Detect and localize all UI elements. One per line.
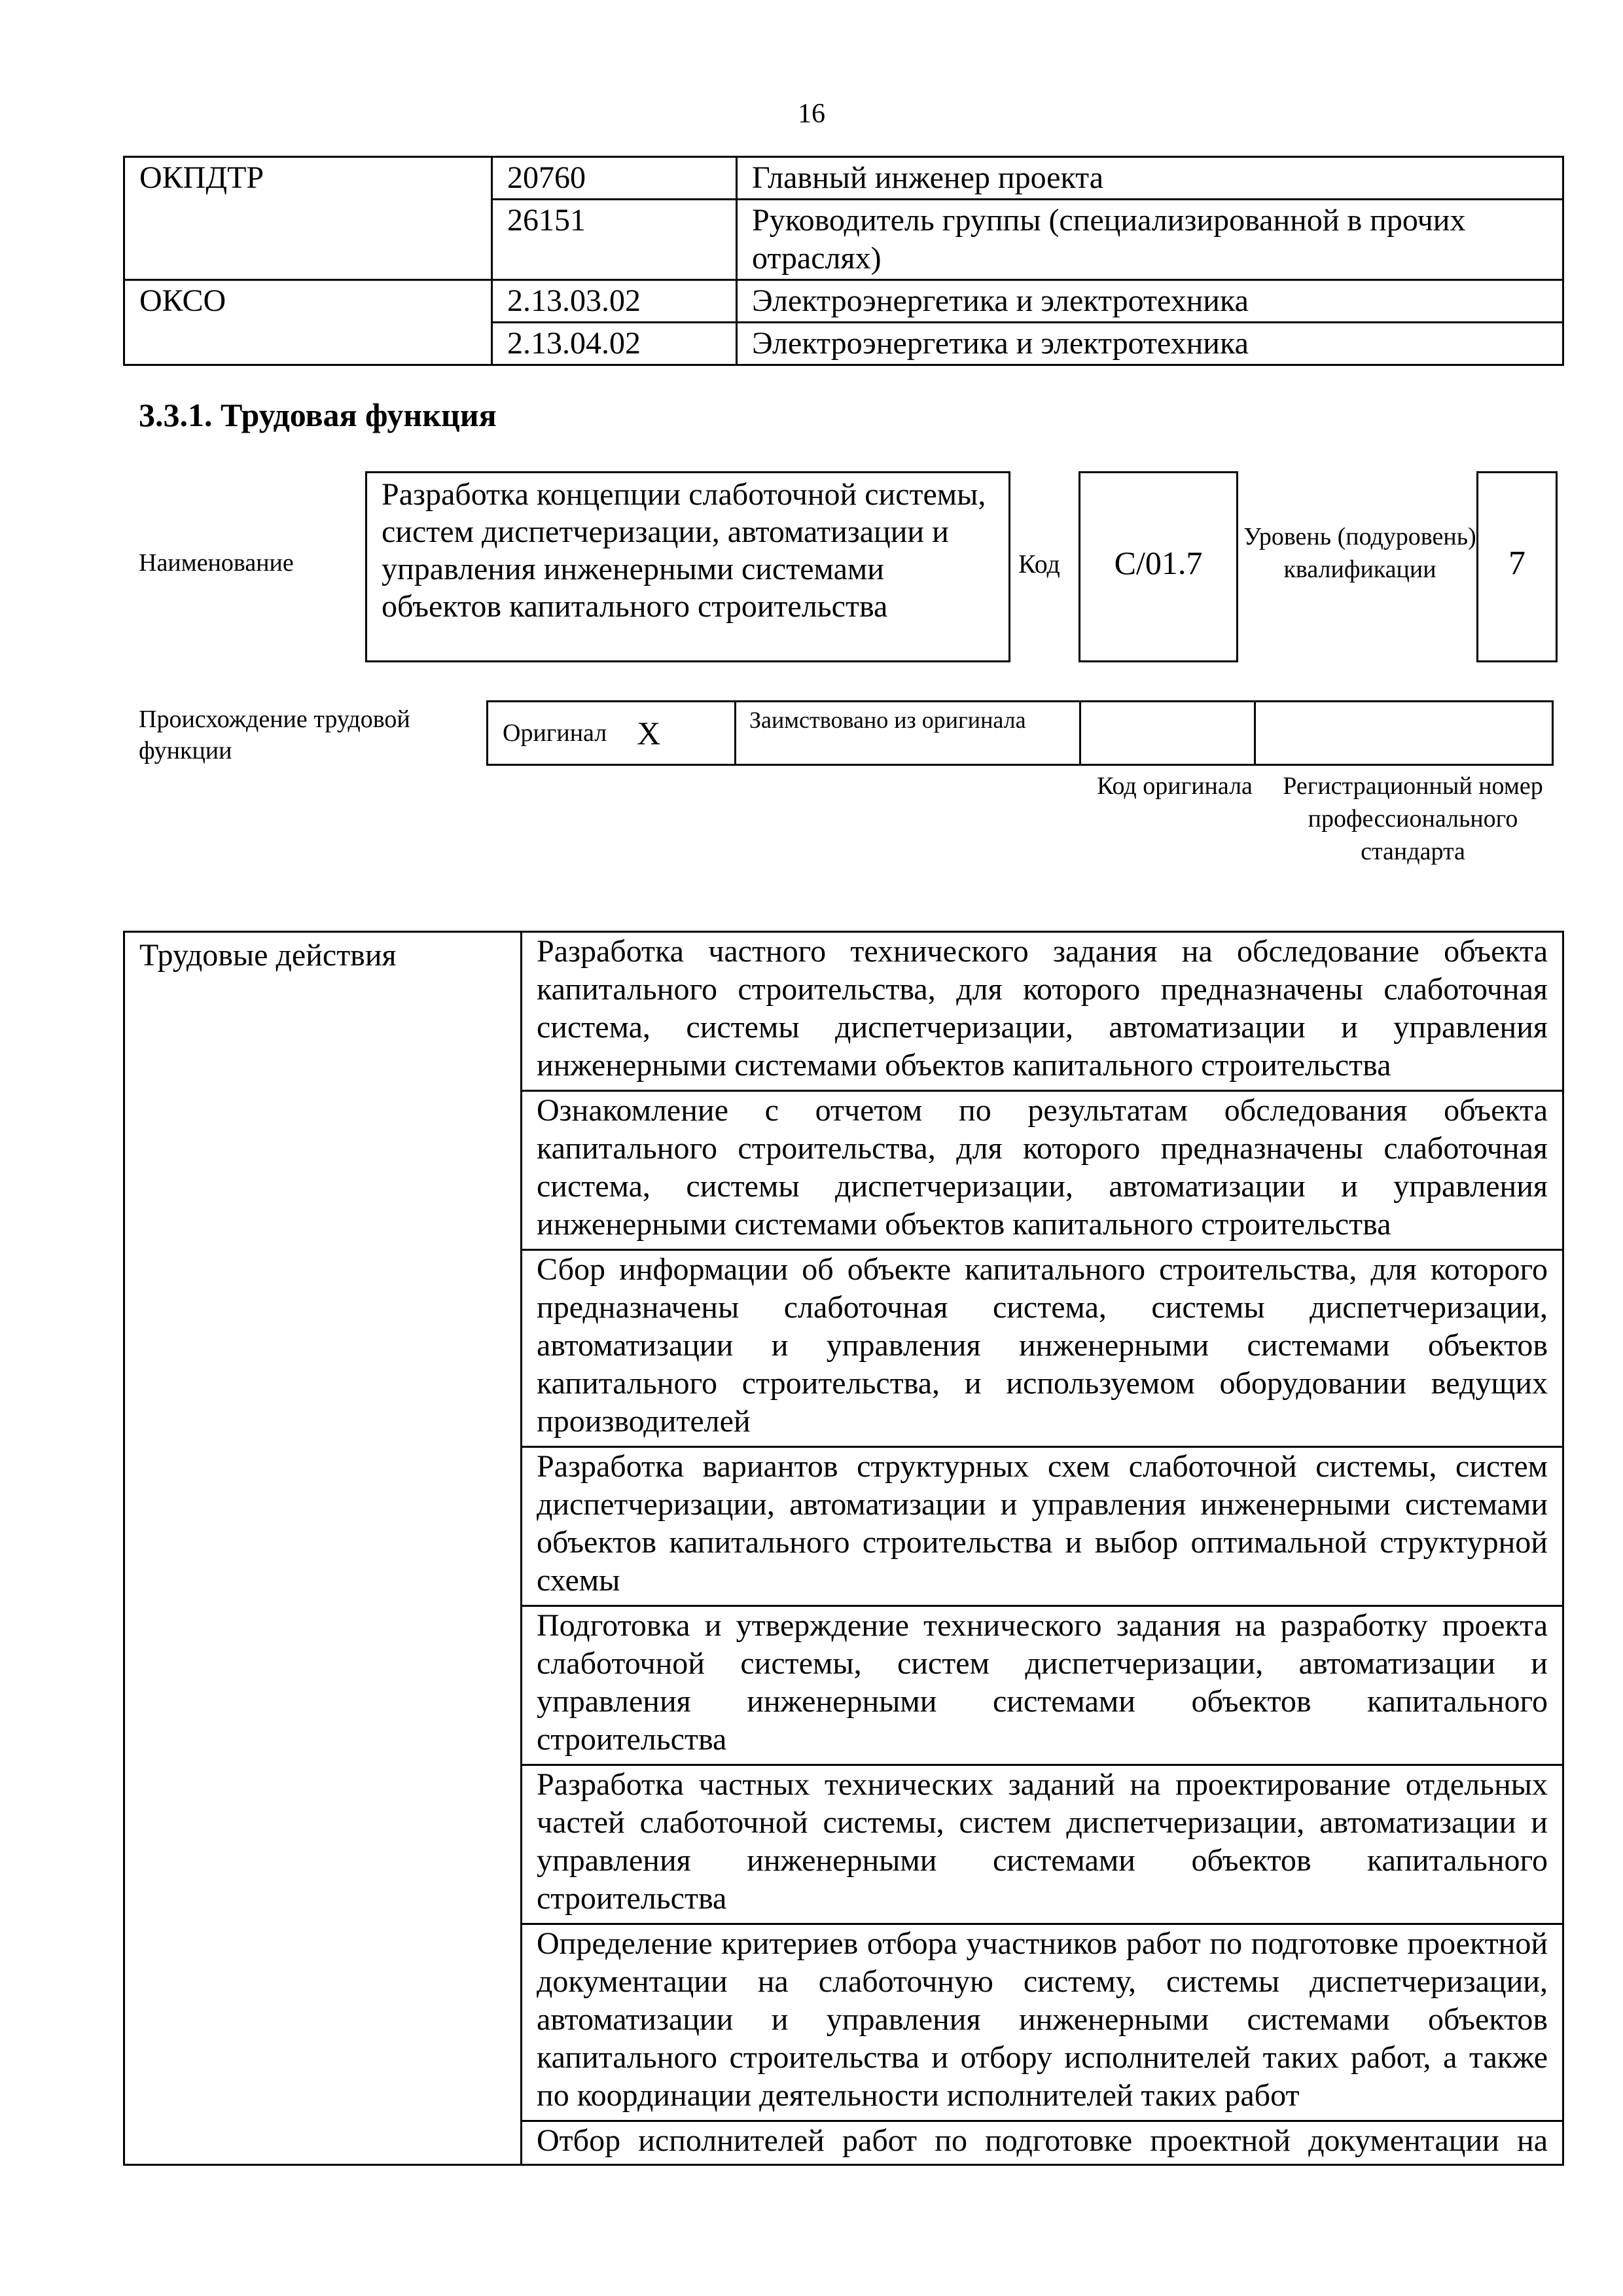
section-title: 3.3.1. Трудовая функция [139, 397, 497, 433]
classifier-code: 20760 [492, 157, 737, 200]
origin-label: Происхождение трудовой функции [139, 706, 410, 764]
original-mark: X [637, 715, 661, 751]
original-code-cell [1079, 700, 1256, 766]
classifier-name: Руководитель группы (специализированной в прочих отраслях) [737, 200, 1563, 280]
classification-table [123, 156, 1564, 366]
labor-action: Определение критериев отбора участников работ по подготовке проектной документации на слаботочную систему, системы диспетчеризации, автоматизации и управления инженерными системами объектов капитального строительства и отбору исполнителей таких работ, а также по координации деятельности исполнителей таких работ [522, 1924, 1563, 2121]
labor-action: Подготовка и утверждение технического задания на разработку проекта слаботочной системы, систем диспетчеризации, автоматизации и управления инженерными системами объектов капитального строительства [522, 1606, 1563, 1765]
classifier-code: 2.13.04.02 [492, 323, 737, 365]
classifier-name: Электроэнергетика и электротехника [737, 323, 1563, 365]
original-code-caption: Код оригинала [1097, 772, 1253, 800]
function-name: Разработка концепции слаботочной системы, систем диспетчеризации, автоматизации и управления инженерными системами объектов капитального строительства [365, 471, 1010, 662]
qualification-level-label: Уровень (подуровень) квалификации [1243, 523, 1476, 583]
labor-action: Разработка вариантов структурных схем слаботочной системы, систем диспетчеризации, автоматизации и управления инженерными системами объектов капитального строительства и выбор оптимальной структурной схемы [522, 1447, 1563, 1606]
qualification-level: 7 [1476, 471, 1558, 662]
classifier-label: ОКПДТР [124, 157, 492, 280]
registration-number-cell [1254, 700, 1554, 766]
labor-action: Ознакомление с отчетом по результатам обследования объекта капитального строительства, для которого предназначены слаботочная система, системы диспетчеризации, автоматизации и управления инженерными системами объектов капитального строительства [522, 1091, 1563, 1250]
registration-number-caption: Регистрационный номер профессионального стандарта [1283, 772, 1543, 865]
labor-actions-table [123, 931, 1564, 2166]
table-row [124, 157, 1563, 200]
table-row [124, 932, 1563, 1091]
table-row [124, 280, 1563, 323]
classifier-label: ОКСО [124, 280, 492, 365]
function-name-label: Наименование [139, 549, 294, 577]
function-code-label: Код [1018, 549, 1060, 579]
borrowed-label: Заимствовано из оригинала [734, 700, 1081, 766]
labor-action: Отбор исполнителей работ по подготовке проектной документации на [522, 2121, 1563, 2165]
page-number: 16 [798, 99, 825, 129]
classifier-name: Электроэнергетика и электротехника [737, 280, 1563, 323]
function-code: С/01.7 [1079, 471, 1238, 662]
labor-actions-label: Трудовые действия [124, 932, 522, 2165]
labor-action: Разработка частных технических заданий на проектирование отдельных частей слаботочной системы, систем диспетчеризации, автоматизации и управления инженерными системами объектов капитального строительства [522, 1765, 1563, 1924]
labor-action: Разработка частного технического задания на обследование объекта капитального строительства, для которого предназначены слаботочная система, системы диспетчеризации, автоматизации и управления инженерными системами объектов капитального строительства [522, 932, 1563, 1091]
classifier-code: 2.13.03.02 [492, 280, 737, 323]
origin-row [488, 700, 1558, 766]
original-label: Оригинал [503, 719, 607, 747]
labor-action: Сбор информации об объекте капитального строительства, для которого предназначены слаботочная система, системы диспетчеризации, автоматизации и управления инженерными системами объектов капитального строительства, и используемом оборудовании ведущих производителей [522, 1250, 1563, 1447]
classifier-name: Главный инженер проекта [737, 157, 1563, 200]
original-cell [486, 700, 736, 766]
classifier-code: 26151 [492, 200, 737, 280]
